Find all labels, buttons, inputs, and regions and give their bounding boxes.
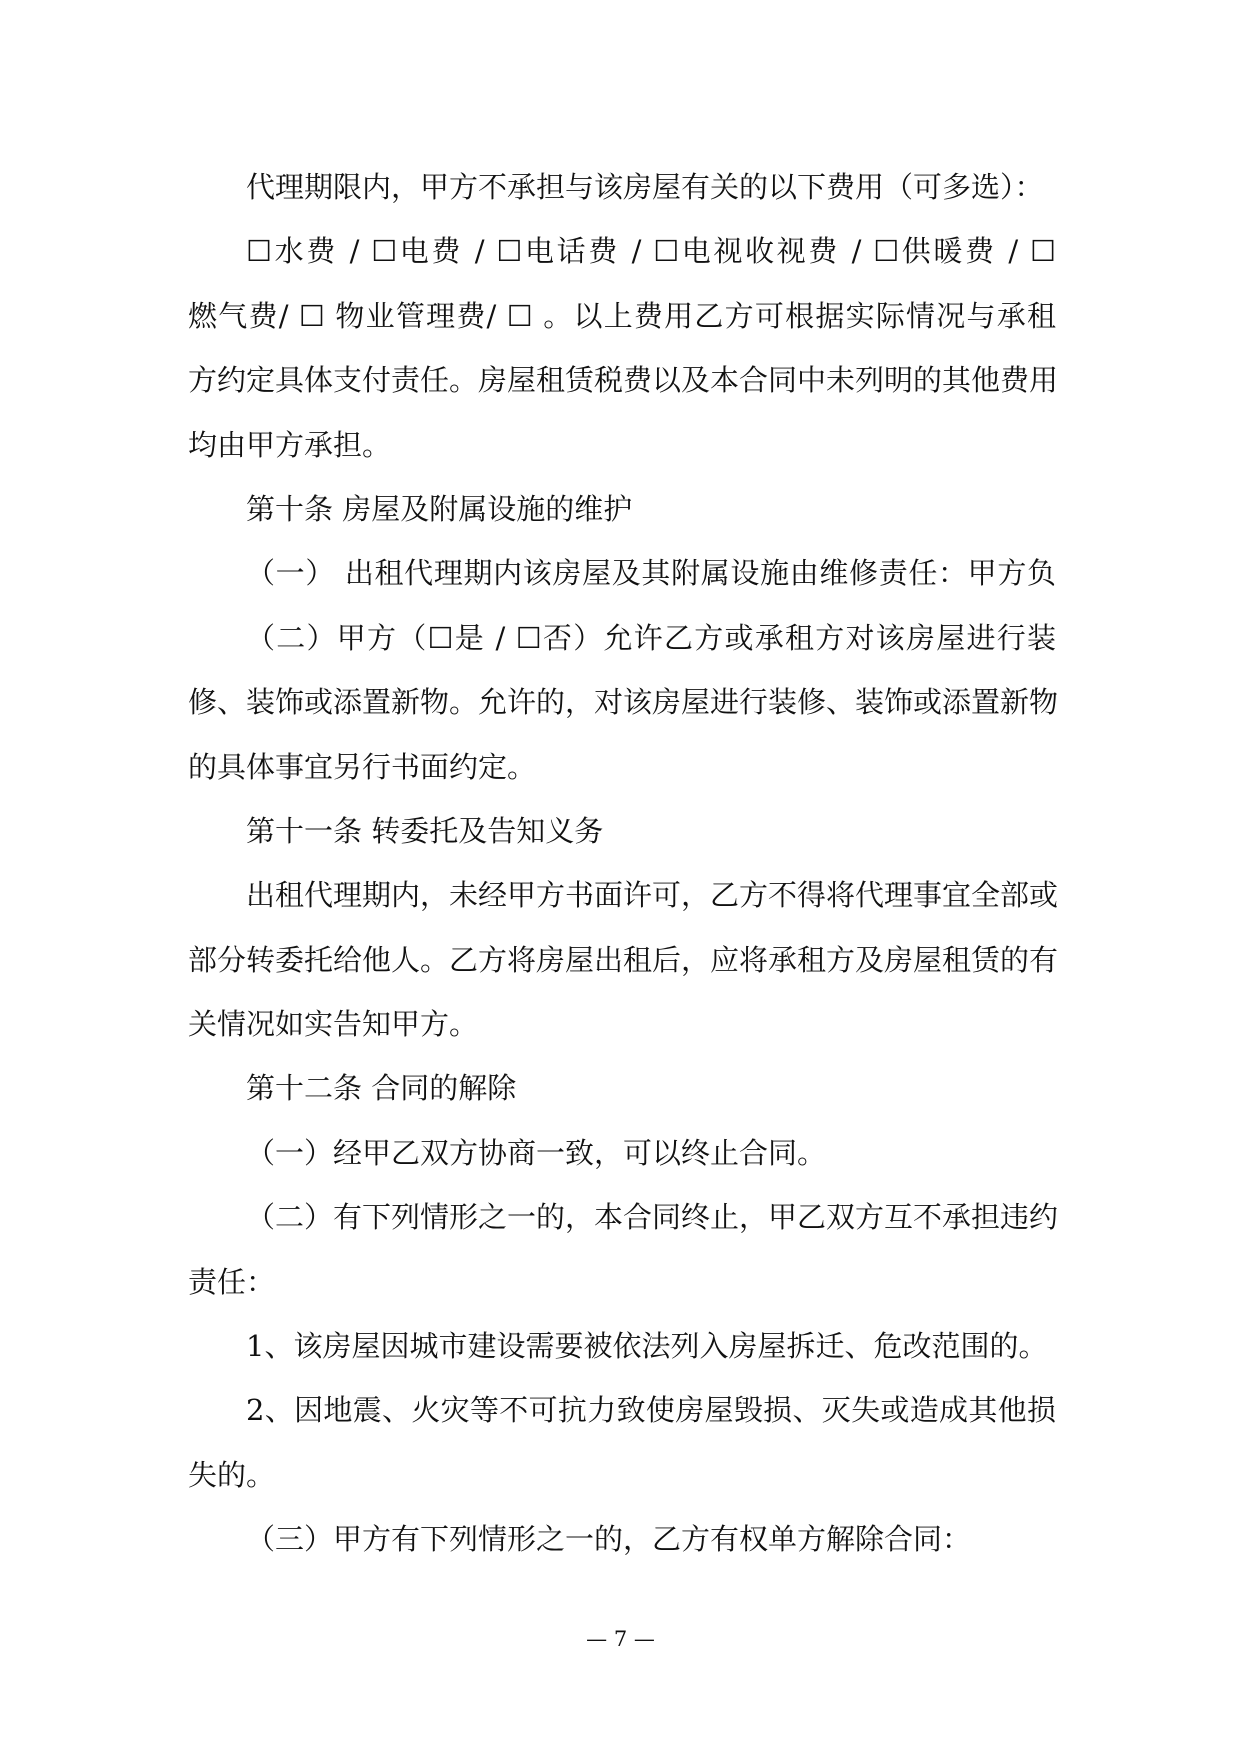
list-item: 2、因地震、火灾等不可抗力致使房屋毁损、灭失或造成其他损	[246, 1393, 1056, 1428]
paragraph-line: 出租代理期内，未经甲方书面许可，乙方不得将代理事宜全部或	[246, 878, 1059, 913]
paragraph-line: 方约定具体支付责任。房屋租赁税费以及本合同中未列明的其他费用	[188, 363, 1059, 398]
paragraph-line: 修、装饰或添置新物。允许的，对该房屋进行装修、装饰或添置新物	[188, 685, 1059, 720]
paragraph-line: 责任：	[188, 1264, 276, 1299]
paragraph-line: （二）甲方（☐是 / ☐否）允许乙方或承租方对该房屋进行装	[246, 620, 1056, 655]
paragraph-line: （三）甲方有下列情形之一的，乙方有权单方解除合同：	[246, 1522, 972, 1557]
paragraph-line: 的具体事宜另行书面约定。	[188, 749, 537, 784]
paragraph-line: （一） 出租代理期内该房屋及其附属设施由维修责任：甲方负	[246, 556, 1056, 591]
paragraph-line: （二）有下列情形之一的，本合同终止，甲乙双方互不承担违约	[246, 1200, 1059, 1235]
section-heading: 第十一条 转委托及告知义务	[246, 813, 604, 848]
section-heading: 第十二条 合同的解除	[246, 1071, 517, 1106]
paragraph-line: （一）经甲乙双方协商一致，可以终止合同。	[246, 1135, 827, 1170]
document-body	[188, 155, 1059, 1572]
section-heading: 第十条 房屋及附属设施的维护	[246, 491, 633, 526]
paragraph-line: 燃气费/ ☐ 物业管理费/ ☐ 。以上费用乙方可根据实际情况与承租	[188, 298, 1056, 333]
paragraph-line: 部分转委托给他人。乙方将房屋出租后，应将承租方及房屋租赁的有	[188, 942, 1059, 977]
list-item: 1、该房屋因城市建设需要被依法列入房屋拆迁、危改范围的。	[246, 1329, 1048, 1364]
page-number: — 7 —	[586, 1627, 655, 1651]
paragraph-line: 均由甲方承担。	[188, 427, 392, 462]
paragraph-line: 关情况如实告知甲方。	[188, 1007, 479, 1042]
paragraph-line: 代理期限内，甲方不承担与该房屋有关的以下费用（可多选）：	[246, 170, 1044, 204]
paragraph-line: 失的。	[188, 1457, 276, 1492]
paragraph-line: ☐水费 / ☐电费 / ☐电话费 / ☐电视收视费 / ☐供暖费 / ☐	[246, 234, 1056, 269]
